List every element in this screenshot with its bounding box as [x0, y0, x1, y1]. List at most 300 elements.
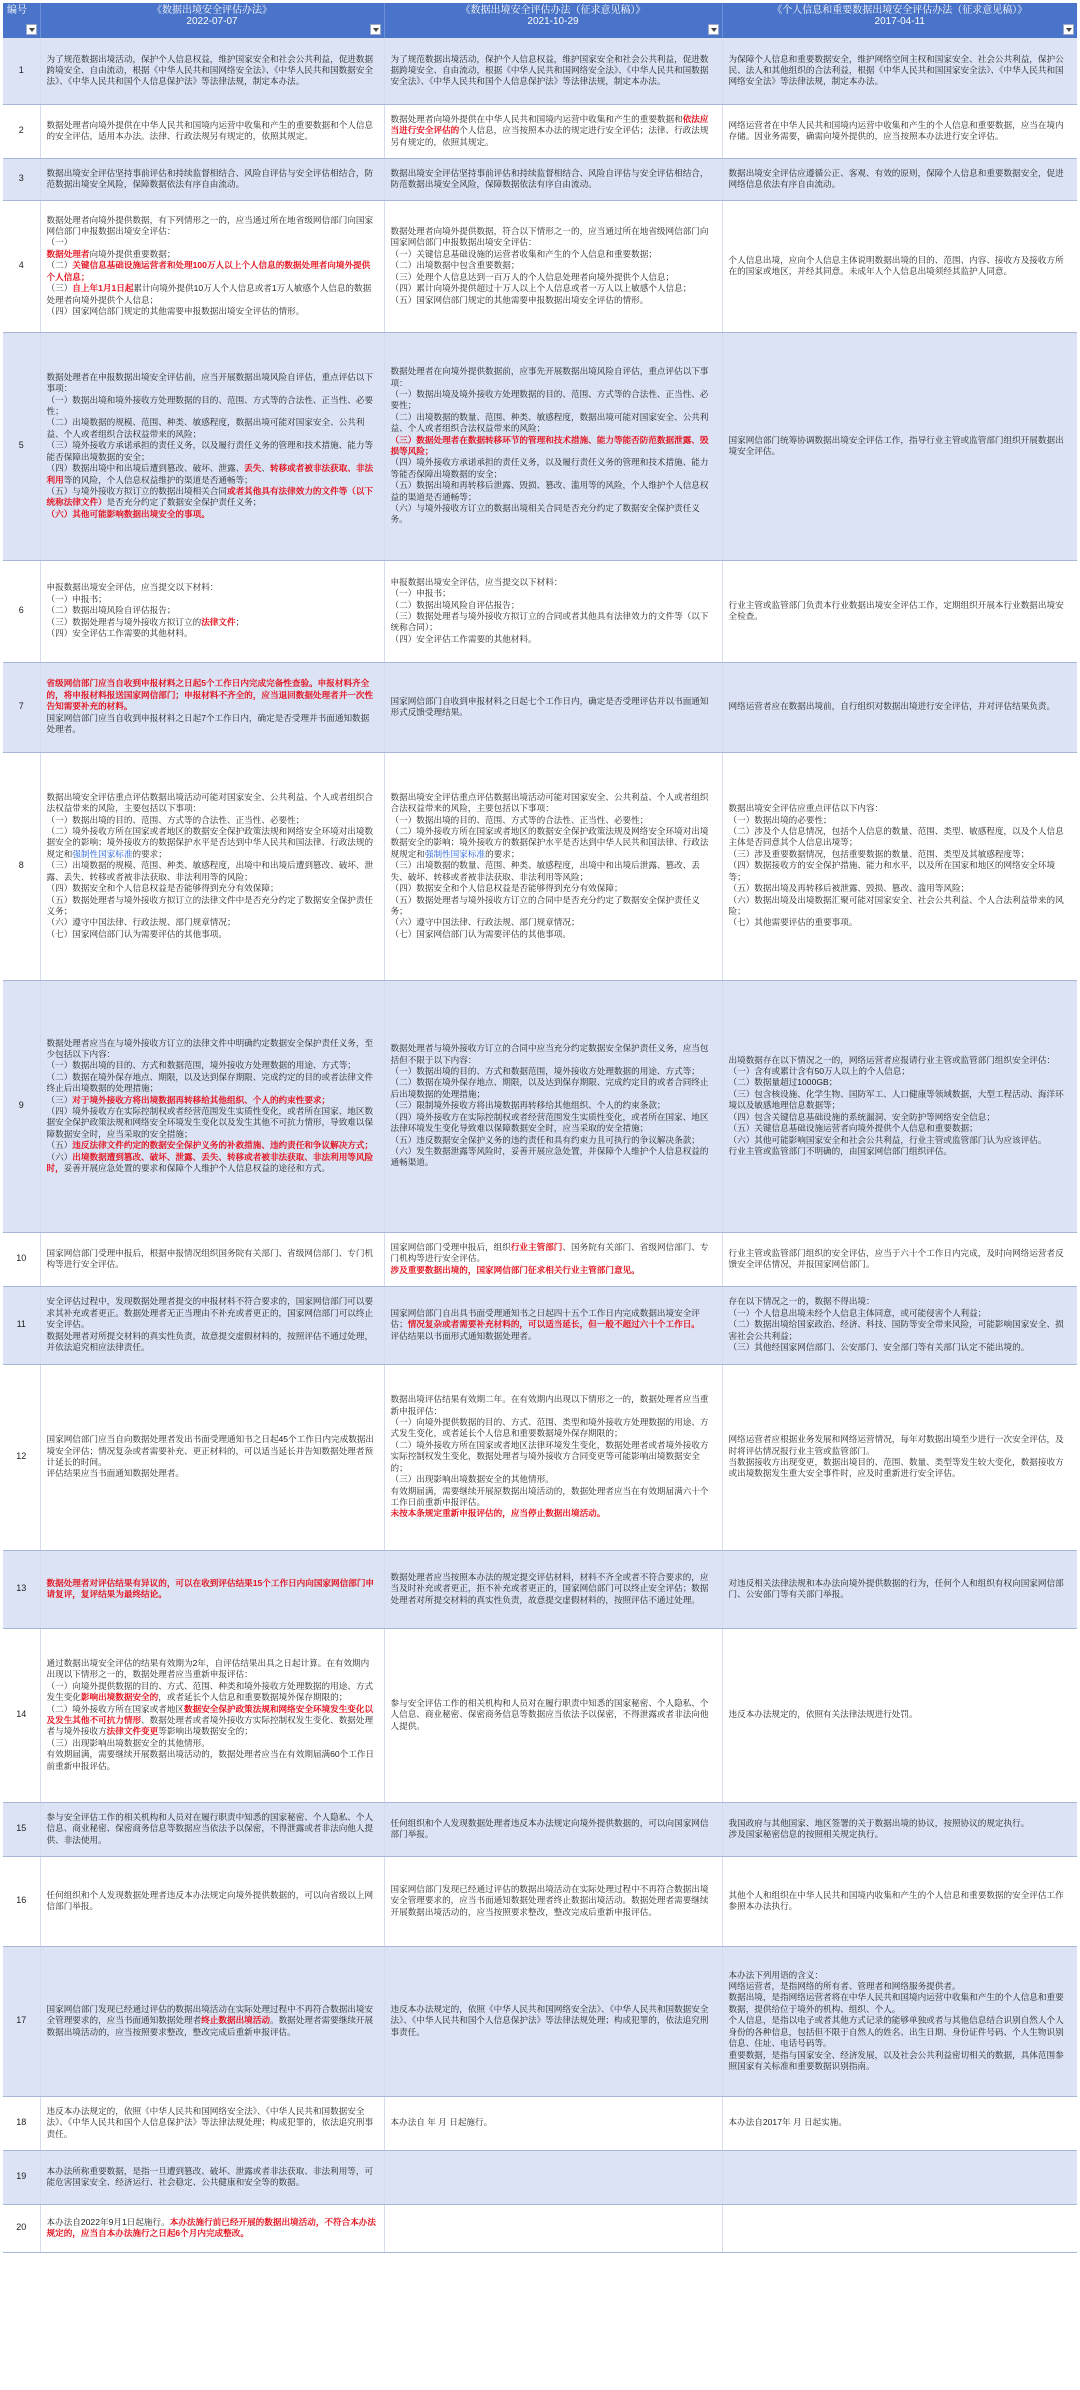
article-text: （六）与境外接收方订立的数据出境相关合同是否充分约定了数据安全保护责任义务。 — [390, 503, 700, 525]
cell-2021 — [384, 2096, 722, 2150]
article-text: 我国政府与其他国家、地区签署的关于数据出境的协议，按照协议的规定执行。 — [728, 1817, 1030, 1828]
header-title: 《数据出境安全评估办法（征求意见稿）》 — [460, 5, 646, 16]
article-text: 是否充分约定了数据安全保护责任义务； — [106, 497, 262, 508]
table-row — [3, 662, 1077, 752]
cell-2017 — [722, 1364, 1077, 1550]
cell-2017 — [722, 752, 1077, 980]
table-row — [3, 560, 1077, 662]
article-text: 数据出境安全评估重点评估数据出境活动可能对国家安全、公共利益、个人或者组织合法权益带来的风险，主要包括以下事项： — [46, 791, 374, 814]
article-text: 等影响出境数据安全的； — [158, 1726, 253, 1737]
cell-2022 — [40, 200, 384, 332]
highlighted-text: 转移或者被非法获取、非法利用 — [46, 463, 374, 485]
article-text: （二）境外接收方所在国家或者地区的数据安全保护政策法规和网络安全环境对出境数据安全的影响；境外接收方的数据保护水平是否达到中华人民共和国法律、行政法规的规定和 — [46, 826, 374, 859]
article-text: （五）数据处理者与境外接收方订立的合同中是否充分约定了数据安全保护责任义务； — [390, 894, 700, 916]
row-number: 5 — [3, 332, 40, 560]
article-text: 数据出境安全评估重点评估数据出境活动可能对国家安全、公共利益、个人或者组织合法权益带来的风险，主要包括以下事项： — [390, 791, 709, 814]
cell-2022 — [40, 332, 384, 560]
article-text: 本办法下列用语的含义： — [728, 1969, 824, 1980]
row-number: 9 — [3, 980, 40, 1232]
article-text: 个人信息，应当按照本办法的规定进行安全评估；法律、行政法规另有规定的，依照其规定。 — [390, 125, 709, 147]
article-text: （二）涉及个人信息情况，包括个人信息的数量、范围、类型、敏感程度，以及个人信息主体是否同意其个人信息出境等； — [728, 826, 1064, 848]
article-text: （一）数据出境及境外接收方处理数据的目的、范围、方式等的合法性、正当性、必要性； — [390, 388, 709, 411]
cell-2017 — [722, 1232, 1077, 1286]
row-number: 3 — [3, 158, 40, 200]
cell-2021 — [384, 38, 722, 104]
highlighted-text: 强制性国家标准 — [72, 848, 133, 859]
cell-2021 — [384, 158, 722, 200]
article-text: （三）出现影响出境数据安全的其他情形。 — [390, 1474, 554, 1485]
article-text: 向境外提供重要数据； — [89, 248, 176, 259]
header-title: 《个人信息和重要数据出境安全评估办法（征求意见稿）》 — [772, 5, 1028, 16]
cell-2017 — [722, 980, 1077, 1232]
highlighted-text: 出境数据遭到篡改、破坏、泄露、丢失、转移或者被非法获取、非法利用等风险时， — [46, 1151, 374, 1174]
table-row — [3, 104, 1077, 158]
article-text: （一）数据出境的目的、范围、方式等的合法性、正当性、必要性； — [390, 814, 649, 825]
cell-2022 — [40, 1232, 384, 1286]
comparison-sheet — [3, 3, 1077, 2253]
article-text: 为了规范数据出境活动，保护个人信息权益，维护国家安全和社会公共利益，促进数据跨境安全、自由流动，根据《中华人民共和国网络安全法》、《中华人民共和国数据安全法》、《中华人民共和国个人信息保护法》等法律法规，制定本办法。 — [390, 53, 709, 87]
highlighted-text: 影响出境数据安全的 — [80, 1692, 159, 1703]
article-text: 数据出境安全评估坚持事前评估和持续监督相结合、风险自评估与安全评估相结合，防范数据出境安全风险，保障数据依法有序自由流动。 — [390, 167, 709, 189]
cell-2021 — [384, 1550, 722, 1628]
article-text: 国家网信部门发现已经通过评估的数据出境活动在实际处理过程中不再符合数据出境安全管理要求的，应当书面通知数据处理者 — [46, 2003, 374, 2026]
article-text: 、 — [261, 463, 270, 474]
table-body — [3, 38, 1077, 2252]
cell-2022 — [40, 2096, 384, 2150]
article-text: （一）申报书； — [46, 593, 107, 604]
article-text: （一）含有或累计含有50万人以上的个人信息； — [728, 1066, 910, 1077]
article-text: 数据处理者向境外提供在中华人民共和国境内运营中收集和产生的重要数据和 — [390, 113, 683, 124]
cell-2021 — [384, 662, 722, 752]
highlighted-text: 未按本条规定重新申报评估的，应当停止数据出境活动。 — [390, 1508, 606, 1519]
article-text: （二）数据出境风险自评估报告； — [390, 599, 520, 610]
article-text: （一）个人信息出境未经个人信息主体同意，或可能侵害个人利益； — [728, 1307, 987, 1318]
article-text: （三）境外接收方承诺承担的责任义务，以及履行责任义务的管理和技术措施、能力等能否保障出境数据的安全； — [46, 440, 374, 462]
cell-2021 — [384, 200, 722, 332]
article-text: （二） — [46, 260, 73, 271]
highlighted-text: 情况复杂或者需要补充材料的，可以适当延长，但一般不超过六十个工作日。 — [407, 1319, 700, 1330]
article-text: （二）数据量超过1000GB； — [728, 1077, 838, 1088]
article-text: 参与安全评估工作的相关机构和人员对在履行职责中知悉的国家秘密、个人隐私、个人信息、商业秘密、保密商务信息等数据应当依法予以保密，不得泄露或者非法向他人提供、非法使用。 — [46, 1811, 374, 1845]
article-text: 存在以下情况之一的，数据不得出境： — [728, 1296, 875, 1307]
article-text: 、国务院有关部门、省级网信部门、专门机构等进行安全评估。 — [390, 1241, 709, 1264]
highlighted-text: 涉及重要数据出境的，国家网信部门征求相关行业主管部门意见。 — [390, 1264, 640, 1275]
highlighted-text: 依法应当进行安全评估的 — [390, 113, 709, 136]
article-text: （五）数据处理者与境外接收方拟订立的法律文件中是否充分约定了数据安全保护责任义务； — [46, 894, 374, 916]
article-text: 其他个人和组织在中华人民共和国境内收集和产生的个人信息和重要数据的安全评估工作参照本办法执行。 — [728, 1889, 1064, 1911]
article-text: （五）违反数据安全保护义务的违约责任和具有约束力且可执行的争议解决条款； — [390, 1134, 700, 1145]
article-text: （二）数据出境风险自评估报告； — [46, 605, 176, 616]
article-text: 数据处理者在申报数据出境安全评估前，应当开展数据出境风险自评估，重点评估以下事项： — [46, 371, 374, 394]
article-text: （五）与境外接收方拟订立的数据出境相关合同 — [46, 485, 227, 496]
filter-dropdown-icon[interactable] — [1063, 24, 1074, 35]
cell-2021 — [384, 1364, 722, 1550]
header-column-2017 — [722, 3, 1077, 38]
article-text: 国家网信部门受理申报后，组织 — [390, 1241, 511, 1252]
article-text: （五）关键信息基础设施运营者向境外提供个人信息和重要数据； — [728, 1123, 978, 1134]
cell-2022 — [40, 662, 384, 752]
table-row — [3, 1628, 1077, 1802]
article-text: 行业主管或监管部门组织的安全评估，应当于六十个工作日内完成，及时向网络运营者反馈安全评估情况，并报国家网信部门。 — [728, 1247, 1064, 1269]
article-text: （一） — [46, 237, 73, 248]
article-text: 违反本办法规定的，依照有关法律法规进行处罚。 — [728, 1709, 918, 1720]
article-text: （三） — [46, 283, 73, 294]
article-text: （三）其他经国家网信部门、公安部门、安全部门等有关部门认定不能出境的。 — [728, 1342, 1030, 1353]
table-row — [3, 158, 1077, 200]
article-text: 网络运营者应在数据出境前，自行组织对数据出境进行安全评估，并对评估结果负责。 — [728, 701, 1056, 712]
cell-2021 — [384, 2204, 722, 2252]
cell-2022 — [40, 1286, 384, 1364]
table-row — [3, 2096, 1077, 2150]
article-text: （三）数据处理者与境外接收方拟订立的 — [46, 616, 202, 627]
article-text: 有效期届满，需要继续开展数据出境活动的，数据处理者应当在有效期届满60个工作日前重新申报评估。 — [46, 1749, 375, 1771]
highlighted-text: 数据处理者 — [46, 248, 90, 259]
article-text: （三）涉及重要数据情况，包括重要数据的数量、范围、类型及其敏感程度等； — [728, 848, 1030, 859]
article-text: 的要求； — [132, 848, 167, 859]
cell-2017 — [722, 158, 1077, 200]
article-text: 为保障个人信息和重要数据安全，维护网络空间主权和国家安全、社会公共利益，保护公民、法人和其他组织的合法利益，根据《中华人民共和国国家安全法》、《中华人民共和国网络安全法》等法律法规，制定本办法。 — [728, 53, 1064, 87]
article-text: 有效期届满，需要继续开展原数据出境活动的，数据处理者应当在有效期届满六十个工作日前重新申报评估。 — [390, 1485, 709, 1507]
cell-2022 — [40, 752, 384, 980]
article-text: （四）数据出境中和出境后遭到篡改、破坏、泄露、 — [46, 463, 245, 474]
header-title: 《数据出境安全评估办法》 — [152, 5, 272, 16]
cell-2017 — [722, 2204, 1077, 2252]
article-text: （一）数据出境的目的、方式和数据范围，境外接收方处理数据的用途、方式等； — [390, 1066, 700, 1077]
row-number: 19 — [3, 2150, 40, 2204]
row-number: 14 — [3, 1628, 40, 1802]
row-number: 8 — [3, 752, 40, 980]
article-text: 本办法自 年 月 日起施行。 — [390, 2117, 493, 2128]
cell-2017 — [722, 1286, 1077, 1364]
article-text: 数据处理者与境外接收方订立的合同中应当充分约定数据安全保护责任义务，应当包括但不限于以下内容： — [390, 1043, 709, 1065]
article-text: （三）包含核设施、化学生物、国防军工、人口健康等领域数据，大型工程活动、海洋环境以及敏感地理信息数据等； — [728, 1088, 1064, 1111]
cell-2021 — [384, 1232, 722, 1286]
table-row — [3, 1946, 1077, 2096]
article-text: （四）安全评估工作需要的其他材料。 — [390, 633, 537, 644]
article-text: （四）累计向境外提供超过十万人以上个人信息或者一万人以上敏感个人信息； — [390, 283, 692, 294]
article-text: （三）出境数据的规模、范围、种类、敏感程度，出境中和出境后遭到篡改、破坏、泄露、丢失、转移或者被非法获取、非法利用等的风险； — [46, 860, 374, 882]
article-text: （六） — [46, 1151, 73, 1162]
cell-2022 — [40, 1364, 384, 1550]
filter-dropdown-icon[interactable] — [708, 24, 719, 35]
article-text: 累计向境外提供10万人个人信息或者1万人敏感个人信息的数据处理者向境外提供个人信息； — [46, 283, 372, 305]
row-number: 18 — [3, 2096, 40, 2150]
article-text: （二）数据出境给国家政治、经济、科技、国防等安全带来风险，可能影响国家安全、损害社会公共利益； — [728, 1319, 1064, 1341]
highlighted-text: 行业主管部门 — [510, 1241, 563, 1252]
highlighted-text: 法律文件 — [201, 616, 236, 627]
cell-2021 — [384, 1802, 722, 1856]
article-text: （三） — [46, 1094, 73, 1105]
article-text: （七）国家网信部门认为需要评估的其他事项。 — [390, 928, 571, 939]
article-text: 妥善开展应急处置的要求和保障个人维护个人信息权益的途径和方式。 — [63, 1163, 331, 1174]
article-text: （五） — [46, 1140, 73, 1151]
article-text: （四）境外接收方在实际控制权或者经营范围发生实质性变化，或者所在国家、地区法律环境发生变化导致难以保障数据安全时，应当采取的安全措施； — [390, 1111, 709, 1134]
article-text: （六）遵守中国法律、行政法规、部门规章情况； — [390, 917, 580, 928]
cell-2022 — [40, 2204, 384, 2252]
article-text: （六）发生数据泄露等风险时，妥善开展应急处置，并保障个人维护个人信息权益的通畅渠道。 — [390, 1145, 709, 1168]
cell-2022 — [40, 560, 384, 662]
cell-2022 — [40, 1946, 384, 2096]
cell-2022 — [40, 104, 384, 158]
article-text: （四）安全评估工作需要的其他材料。 — [46, 628, 193, 639]
article-text: 通过数据出境安全评估的结果有效期为2年，自评估结果出具之日起计算。在有效期内出现以下情形之一的，数据处理者应当重新申报评估： — [46, 1657, 370, 1680]
cell-2021 — [384, 1946, 722, 2096]
article-text: 国家网信部门应当自向数据处理者发出书面受理通知书之日起45个工作日内完成数据出境安全评估；情况复杂或者需要补充、更正材料的，可以适当延长并告知数据处理者预计延长的时间。 — [46, 1434, 375, 1467]
article-text: 评估结果应当书面通知数据处理者。 — [46, 1468, 185, 1479]
article-text: （三）处理个人信息达到一百万人的个人信息处理者向境外提供个人信息； — [390, 271, 675, 282]
highlighted-text: （六）其他可能影响数据出境安全的事项。 — [46, 508, 210, 519]
article-text: （一）数据出境的必要性； — [728, 814, 832, 825]
article-text: 数据出境安全评估坚持事前评估和持续监督相结合、风险自评估与安全评估相结合，防范数据出境安全风险，保障数据依法有序自由流动。 — [46, 167, 374, 189]
article-text: （四）国家网信部门规定的其他需要申报数据出境安全评估的情形。 — [46, 305, 305, 316]
cell-2021 — [384, 2150, 722, 2204]
article-text: 重要数据，是指与国家安全、经济发展，以及社会公共利益密切相关的数据，具体范围参照国家有关标准和重要数据识别指南。 — [728, 2049, 1064, 2071]
highlighted-text: 关键信息基础设施运营者和处理100万人以上个人信息的数据处理者向境外提供个人信息； — [46, 260, 371, 282]
article-text: （二）境外接收方所在国家或者地区法律环境发生变化，数据处理者或者境外接收方实际控制权发生变化，数据处理者与境外接收方合同变更等可能影响出境数据安全的； — [390, 1439, 709, 1473]
article-text: （一）向境外提供数据的目的、方式、范围、种类和境外接收方处理数据的用途、方式发生变化 — [46, 1680, 374, 1703]
table-header — [3, 3, 1077, 38]
cell-2021 — [384, 104, 722, 158]
article-text: （四）包含关键信息基础设施的系统漏洞、安全防护等网络安全信息； — [728, 1111, 995, 1122]
article-text: 任何组织和个人发现数据处理者违反本办法规定向境外提供数据的，可以向省级以上网信部门举报。 — [46, 1889, 374, 1911]
article-text: （二）境外接收方所在国家或者地区的数据安全保护政策法规及网络安全环境对出境数据安全的影响；境外接收方的数据保护水平是否达到中华人民共和国法律、行政法规规定和 — [390, 826, 709, 859]
cell-2022 — [40, 1802, 384, 1856]
article-text: 安全评估过程中，发现数据处理者提交的申报材料不符合要求的，国家网信部门可以要求其补充或者更正。数据处理者无正当理由不补充或者更正的，国家网信部门可以终止安全评估。 — [46, 1296, 374, 1330]
article-text: 个人信息，是指以电子或者其他方式记录的能够单独或者与其他信息结合识别自然人个人身份的各种信息，包括但不限于自然人的姓名、出生日期、身份证件号码、个人生物识别信息、住址、电话号码等。 — [728, 2015, 1064, 2049]
row-number: 16 — [3, 1856, 40, 1946]
cell-2017 — [722, 1946, 1077, 2096]
article-text: 。数据处理者需要继续开展数据出境活动的，应当按照要求整改，整改完成后重新申报评估。 — [46, 2015, 374, 2037]
cell-2022 — [40, 38, 384, 104]
article-text: 网络运营者应根据业务发展和网络运营情况，每年对数据出境至少进行一次安全评估，及时将评估情况报行业主管或监管部门。 — [728, 1434, 1064, 1456]
table-row — [3, 200, 1077, 332]
row-number: 20 — [3, 2204, 40, 2252]
article-text: （一）向境外提供数据的目的、方式、范围、类型和境外接收方处理数据的用途、方式发生变化，或者延长个人信息和重要数据境外保存期限的； — [390, 1417, 709, 1439]
cell-2022 — [40, 1550, 384, 1628]
article-text: （六）数据出境及出境数据汇聚可能对国家安全、社会公共利益、个人合法利益带来的风险； — [728, 894, 1064, 916]
article-text: （六）其他可能影响国家安全和社会公共利益，行业主管或监管部门认为应该评估。 — [728, 1134, 1047, 1145]
article-text: （四）境外接收方在实际控制权或者经营范围发生实质性变化，或者所在国家、地区数据安全保护政策法规和网络安全环境发生变化以及发生其他不可抗力情形，导致难以保障数据安全时，应当采取的安全措施； — [46, 1106, 374, 1139]
table-row — [3, 1232, 1077, 1286]
cell-2017 — [722, 1550, 1077, 1628]
cell-2017 — [722, 2096, 1077, 2150]
article-text: （二）出境数据的数量、范围、种类、敏感程度，数据出境可能对国家安全、公共利益、个人或者组织合法权益带来的风险； — [390, 411, 709, 434]
article-text: 国家网信部门统筹协调数据出境安全评估工作，指导行业主管或监管部门组织开展数据出境安全评估。 — [728, 434, 1064, 456]
cell-2022 — [40, 158, 384, 200]
table-row — [3, 1286, 1077, 1364]
highlighted-text: 省级网信部门应当自收到申报材料之日起5个工作日内完成完备性查验。申报材料齐全的，将申报材料报送国家网信部门；申报材料不齐全的，应当退回数据处理者并一次性告知需要补充的材料。 — [46, 678, 374, 712]
article-text: （一）数据出境的目的、范围、方式等的合法性、正当性、必要性； — [46, 814, 305, 825]
article-text: ； — [235, 616, 245, 627]
article-text: （三）出境数据的数量、范围、种类、敏感程度，出境中和出境后泄露、篡改、丢失、破坏、转移或者被非法获取、非法利用等风险； — [390, 860, 700, 882]
article-text: 违反本办法规定的，依照《中华人民共和国网络安全法》、《中华人民共和国数据安全法》、《中华人民共和国个人信息保护法》等法律法规处理；构成犯罪的，依法追究刑事责任。 — [390, 2003, 709, 2037]
highlighted-text: 数据处理者对评估结果有异议的，可以在收到评估结果15个工作日内向国家网信部门申请复评，复评结果为最终结论。 — [46, 1577, 375, 1599]
article-text: 数据处理者向境外提供数据，符合以下情形之一的，应当通过所在地省级网信部门向国家网信部门申报数据出境安全评估： — [390, 226, 709, 248]
highlighted-text: 终止数据出境活动 — [201, 2015, 270, 2026]
cell-2017 — [722, 38, 1077, 104]
cell-2021 — [384, 332, 722, 560]
cell-2017 — [722, 662, 1077, 752]
table-row — [3, 1364, 1077, 1550]
header-column-2021 — [384, 3, 722, 38]
article-text: ，或者延长个人信息和重要数据境外保存期限的； — [158, 1692, 348, 1703]
article-text: 当数据接收方出现变更，数据出境目的、范围、数量、类型等发生较大变化，数据接收方或出境数据发生重大安全事件时，应及时重新进行安全评估。 — [728, 1457, 1064, 1479]
row-number: 4 — [3, 200, 40, 332]
article-text: 本办法自2017年 月 日起实施。 — [728, 2117, 847, 2128]
article-text: 数据出境，是指网络运营者将在中华人民共和国境内运营中收集和产生的个人信息和重要数据，提供给位于境外的机构、组织、个人。 — [728, 1992, 1064, 2014]
article-text: 国家网信部门应当自收到申报材料之日起7个工作日内，确定是否受理并书面通知数据处理者。 — [46, 712, 370, 735]
article-text: （五）数据出境和再转移后泄露、毁损、篡改、滥用等的风险，个人维护个人信息权益的渠道是否通畅等； — [390, 480, 709, 502]
article-text: 国家网信部门受理申报后，根据申报情况组织国务院有关部门、省级网信部门、专门机构等进行安全评估。 — [46, 1247, 374, 1269]
article-text: 网络运营者，是指网络的所有者、管理者和网络服务提供者。 — [728, 1981, 961, 1992]
cell-2017 — [722, 332, 1077, 560]
table-row — [3, 2204, 1077, 2252]
article-text: （一）关键信息基础设施的运营者收集和产生的个人信息和重要数据； — [390, 248, 657, 259]
article-text: （二）境外接收方所在国家或者地区 — [46, 1703, 185, 1714]
row-number: 2 — [3, 104, 40, 158]
highlighted-text: 对于境外接收方将出境数据再转移给其他组织、个人的约束性要求； — [72, 1094, 331, 1105]
article-text: （四）数据安全和个人信息权益是否能够得到充分有效保障； — [390, 883, 623, 894]
article-text: 对违反相关法律法规和本办法向境外提供数据的行为，任何个人和组织有权向国家网信部门、公安部门等有关部门举报。 — [728, 1577, 1064, 1599]
table-row — [3, 752, 1077, 980]
table-row — [3, 332, 1077, 560]
article-text: （三）出现影响出境数据安全的其他情形。 — [46, 1737, 210, 1748]
article-text: 本办法所称重要数据，是指一旦遭到篡改、破坏、泄露或者非法获取、非法利用等，可能危害国家安全、经济运行、社会稳定、公共健康和安全等的数据。 — [46, 2165, 374, 2187]
highlighted-text: （三）数据处理者在数据转移环节的管理和技术措施、能力等能否防范数据泄露、毁损等风险； — [390, 434, 709, 456]
article-text: 涉及国家秘密信息的按照相关规定执行。 — [728, 1829, 884, 1839]
cell-2022 — [40, 1628, 384, 1802]
cell-2021 — [384, 752, 722, 980]
article-text: 为了规范数据出境活动，保护个人信息权益，维护国家安全和社会公共利益，促进数据跨境安全、自由流动，根据《中华人民共和国网络安全法》、《中华人民共和国数据安全法》、《中华人民共和国个人信息保护法》等法律法规，制定本办法。 — [46, 53, 374, 87]
article-text: 数据处理者向境外提供在中华人民共和国境内运营中收集和产生的重要数据和个人信息的安全评估，适用本办法。法律、行政法规另有规定的，依照其规定。 — [46, 119, 374, 141]
article-text: 个人信息出境，应向个人信息主体说明数据出境的目的、范围、内容、接收方及接收方所在的国家或地区，并经其同意。未成年人个人信息出境须经其监护人同意。 — [728, 254, 1064, 276]
article-text: 数据处理者向境外提供数据，有下列情形之一的，应当通过所在地省级网信部门向国家网信部门申报数据出境安全评估： — [46, 214, 374, 237]
article-text: 的要求； — [485, 848, 520, 859]
article-text: （四）数据接收方的安全保护措施、能力和水平，以及所在国家和地区的网络安全环境等； — [728, 860, 1056, 882]
highlighted-text: 违反法律文件约定的数据安全保护义务的补救措施、违约责任和争议解决方式； — [72, 1140, 374, 1151]
highlighted-text: 法律文件变更 — [106, 1726, 159, 1737]
highlighted-text: 本办法施行前已经开展的数据出境活动，不符合本办法规定的，应当自本办法施行之日起6个月内完成整改。 — [46, 2216, 376, 2238]
article-text: （七）国家网信部门认为需要评估的其他事项。 — [46, 928, 227, 939]
highlighted-text: 丢失 — [244, 463, 262, 474]
article-text: 国家网信部门发现已经通过评估的数据出境活动在实际处理过程中不再符合数据出境安全管理要求的，应当书面通知数据处理者终止数据出境活动。数据处理者需要继续开展数据出境活动的，应当按照要求整改，整改完成后重新申报评估。 — [390, 1883, 709, 1917]
article-text: （二）出境数据中包含重要数据； — [390, 260, 520, 271]
row-number: 17 — [3, 1946, 40, 2096]
highlighted-text: 数据安全保护政策法规和网络安全环境发生变化以及发生其他不可抗力情形 — [46, 1703, 374, 1725]
header-column-2022 — [40, 3, 384, 38]
cell-2017 — [722, 104, 1077, 158]
article-text: 行业主管或监管部门负责本行业数据出境安全评估工作，定期组织开展本行业数据出境安全检查。 — [728, 599, 1064, 621]
article-text: 数据处理者对所提交材料的真实性负责，故意提交虚假材料的，按照评估不通过处理，并依法追究相应法律责任。 — [46, 1330, 374, 1353]
article-text: 任何组织和个人发现数据处理者违反本办法规定向境外提供数据的，可以向国家网信部门举报。 — [390, 1817, 709, 1839]
article-text: 数据处理者在向境外提供数据前，应事先开展数据出境风险自评估，重点评估以下事项： — [390, 366, 709, 388]
article-text: 评估结果以书面形式通知数据处理者。 — [390, 1330, 537, 1341]
article-text: 出境数据存在以下情况之一的，网络运营者应报请行业主管或监管部门组织安全评估： — [728, 1054, 1056, 1065]
table-row — [3, 1802, 1077, 1856]
table-row — [3, 1856, 1077, 1946]
article-text: 数据处理者应当按照本办法的规定提交评估材料，材料不齐全或者不符合要求的，应当及时补充或者更正，拒不补充或者更正的，国家网信部门可以终止安全评估；数据处理者对所提交材料的真实性负责，故意提交虚假材料的，按照评估不通过处理。 — [390, 1571, 709, 1605]
article-text: 数据出境安全评估应重点评估以下内容： — [728, 803, 884, 814]
row-number: 1 — [3, 38, 40, 104]
article-text: 违反本办法规定的，依照《中华人民共和国网络安全法》、《中华人民共和国数据安全法》、《中华人民共和国个人信息保护法》等法律法规处理；构成犯罪的，依法追究刑事责任。 — [46, 2105, 374, 2139]
article-text: 本办法自2022年9月1日起施行。 — [46, 2216, 170, 2227]
header-date: 2017-04-11 — [874, 16, 925, 27]
article-text: （二）出境数据的规模、范围、种类、敏感程度，数据出境可能对国家安全、公共利益、个人或者组织合法权益带来的风险； — [46, 417, 365, 439]
header-number — [3, 3, 40, 38]
article-text: 行业主管或监管部门不明确的，由国家网信部门组织评估。 — [728, 1145, 952, 1156]
article-text: 网络运营者在中华人民共和国境内运营中收集和产生的个人信息和重要数据，应当在境内存储。因业务需要，确需向境外提供的，应当按照本办法进行安全评估。 — [728, 119, 1064, 141]
row-number: 6 — [3, 560, 40, 662]
article-text: （四）境外接收方承诺承担的责任义务，以及履行责任义务的管理和技术措施、能力等能否保障出境数据的安全； — [390, 457, 709, 479]
cell-2017 — [722, 1628, 1077, 1802]
article-text: 国家网信部门自出具书面受理通知书之日起四十五个工作日内完成数据出境安全评估； — [390, 1307, 700, 1330]
row-number: 10 — [3, 1232, 40, 1286]
table-row — [3, 980, 1077, 1232]
table-row — [3, 38, 1077, 104]
cell-2017 — [722, 1856, 1077, 1946]
cell-2017 — [722, 2150, 1077, 2204]
cell-2022 — [40, 1856, 384, 1946]
article-text: 等的风险，个人信息权益维护的渠道是否通畅等； — [63, 474, 253, 485]
cell-2017 — [722, 1802, 1077, 1856]
article-text: 申报数据出境安全评估，应当提交以下材料： — [46, 582, 219, 593]
header-date: 2021-10-29 — [527, 16, 579, 27]
cell-2021 — [384, 1628, 722, 1802]
cell-2017 — [722, 200, 1077, 332]
filter-dropdown-icon[interactable] — [370, 24, 381, 35]
article-text: （二）数据在境外保存地点、期限，以及达到保存期限、完成约定目的或者合同终止后出境数据的处理措施； — [390, 1077, 709, 1099]
article-text: 申报数据出境安全评估，应当提交以下材料： — [390, 576, 563, 587]
article-text: 数据出境安全评估应遵循公正、客观、有效的原则，保障个人信息和重要数据安全，促进网络信息依法有序自由流动。 — [728, 167, 1064, 189]
header-number-label: 编号 — [7, 5, 27, 16]
table-row — [3, 1550, 1077, 1628]
cell-2021 — [384, 1856, 722, 1946]
article-text: （六）遵守中国法律、行政法规、部门规章情况； — [46, 917, 236, 928]
article-text: （一）数据出境和境外接收方处理数据的目的、范围、方式等的合法性、正当性、必要性； — [46, 394, 374, 417]
cell-2021 — [384, 1286, 722, 1364]
article-text: （二）数据在境外保存地点、期限，以及达到保存期限、完成约定的目的或者法律文件终止后出境数据的处理措施； — [46, 1071, 374, 1094]
article-text: （一）申报书； — [390, 588, 451, 599]
article-text: 数据出境评估结果有效期二年。在有效期内出现以下情形之一的，数据处理者应当重新申报评估： — [390, 1394, 709, 1416]
article-text: （五）数据出境及再转移后被泄露、毁损、篡改、滥用等风险； — [728, 883, 970, 894]
row-number: 11 — [3, 1286, 40, 1364]
row-number: 7 — [3, 662, 40, 752]
article-text: （五）国家网信部门规定的其他需要申报数据出境安全评估的情形。 — [390, 294, 649, 305]
cell-2021 — [384, 980, 722, 1232]
highlighted-text: 强制性国家标准 — [424, 848, 486, 859]
table-row — [3, 2150, 1077, 2204]
article-text: 数据处理者应当在与境外接收方订立的法律文件中明确约定数据安全保护责任义务，至少包括以下内容： — [46, 1037, 374, 1059]
article-text: （四）数据安全和个人信息权益是否能够得到充分有效保障； — [46, 883, 279, 894]
cell-2022 — [40, 980, 384, 1232]
cell-2017 — [722, 560, 1077, 662]
article-text: （三）限制境外接收方将出境数据再转移给其他组织、个人的约束条款； — [390, 1100, 666, 1111]
article-text: （一）数据出境的目的、方式和数据范围，境外接收方处理数据的用途、方式等； — [46, 1060, 356, 1071]
article-text: （七）其他需要评估的重要事项。 — [728, 917, 858, 928]
regulation-comparison-table — [3, 3, 1077, 2253]
article-text: 、数据处理者或者境外接收方实际控制权发生变化、数据处理者与境外接收方 — [46, 1715, 374, 1737]
article-text: 参与安全评估工作的相关机构和人员对在履行职责中知悉的国家秘密、个人隐私、个人信息、商业秘密、保密商务信息等数据应当依法予以保密，不得泄露或者非法向他人提供。 — [390, 1697, 709, 1731]
highlighted-text: 或者其他具有法律效力的文件等（以下统称法律文件） — [46, 485, 374, 508]
row-number: 12 — [3, 1364, 40, 1550]
highlighted-text: 自上年1月1日起 — [72, 283, 134, 294]
article-text: 国家网信部门自收到申报材料之日起七个工作日内，确定是否受理评估并以书面通知形式反馈受理结果。 — [390, 695, 709, 717]
cell-2021 — [384, 560, 722, 662]
row-number: 15 — [3, 1802, 40, 1856]
header-date: 2022-07-07 — [186, 16, 238, 27]
row-number: 13 — [3, 1550, 40, 1628]
filter-dropdown-icon[interactable] — [26, 24, 37, 35]
